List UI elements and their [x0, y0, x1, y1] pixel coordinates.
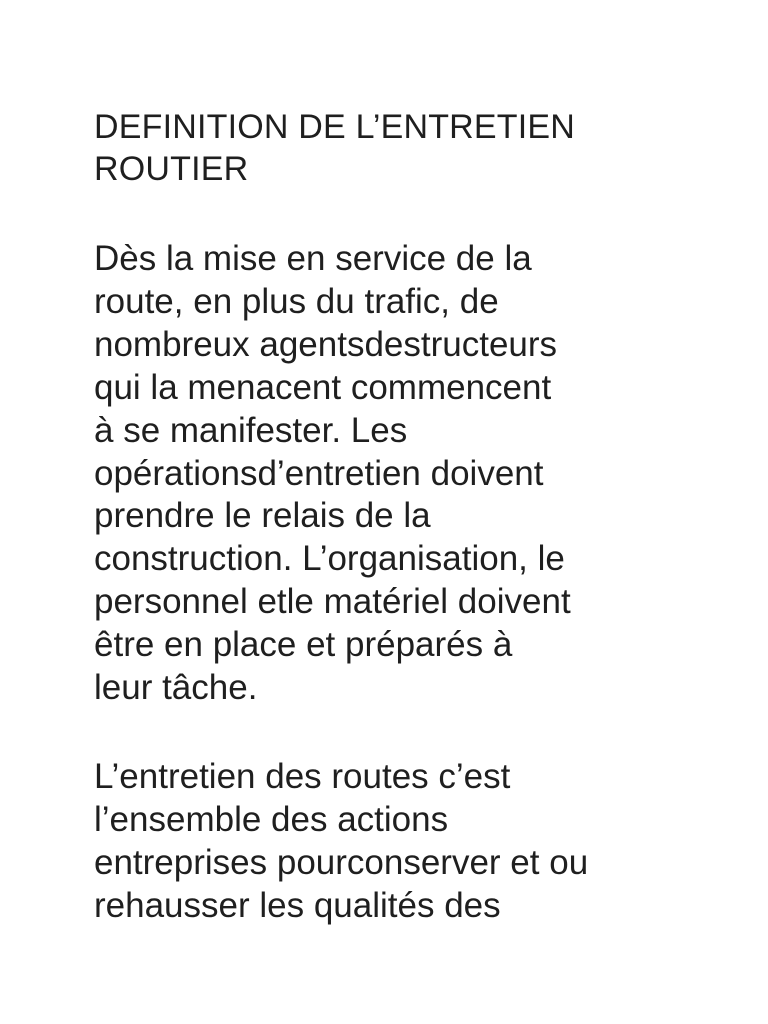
paragraph-line: construction. L’organisation, le	[94, 539, 565, 579]
paragraph-line: être en place et préparés à	[94, 625, 513, 665]
paragraph-definition-entretien	[94, 756, 694, 928]
paragraph-line: entreprises pourconserver et ou	[94, 842, 589, 882]
paragraph-line: opérationsd’entretien doivent	[94, 453, 544, 493]
paragraph-line: Dès la mise en service de la	[94, 239, 532, 278]
paragraph-line: qui la menacent commencent	[94, 367, 552, 407]
paragraph-line: à se manifester. Les	[94, 410, 408, 450]
paragraph-line: prendre le relais de la	[94, 496, 431, 536]
heading-line: ROUTIER	[94, 150, 249, 188]
paragraph-line: l’ensemble des actions	[94, 799, 449, 839]
paragraph-line: leur tâche.	[94, 668, 258, 708]
document-heading	[94, 106, 694, 190]
paragraph-line: personnel etle matériel doivent	[94, 582, 571, 622]
paragraph-line: nombreux agentsdestructeurs	[94, 324, 558, 364]
paragraph-mise-en-service	[94, 238, 694, 710]
heading-line: DEFINITION DE L’ENTRETIEN	[94, 108, 576, 146]
paragraph-line: route, en plus du trafic, de	[94, 281, 499, 321]
paragraph-line: rehausser les qualités des	[94, 885, 501, 925]
document-content	[94, 106, 694, 928]
paragraph-line: L’entretien des routes c’est	[94, 756, 511, 796]
